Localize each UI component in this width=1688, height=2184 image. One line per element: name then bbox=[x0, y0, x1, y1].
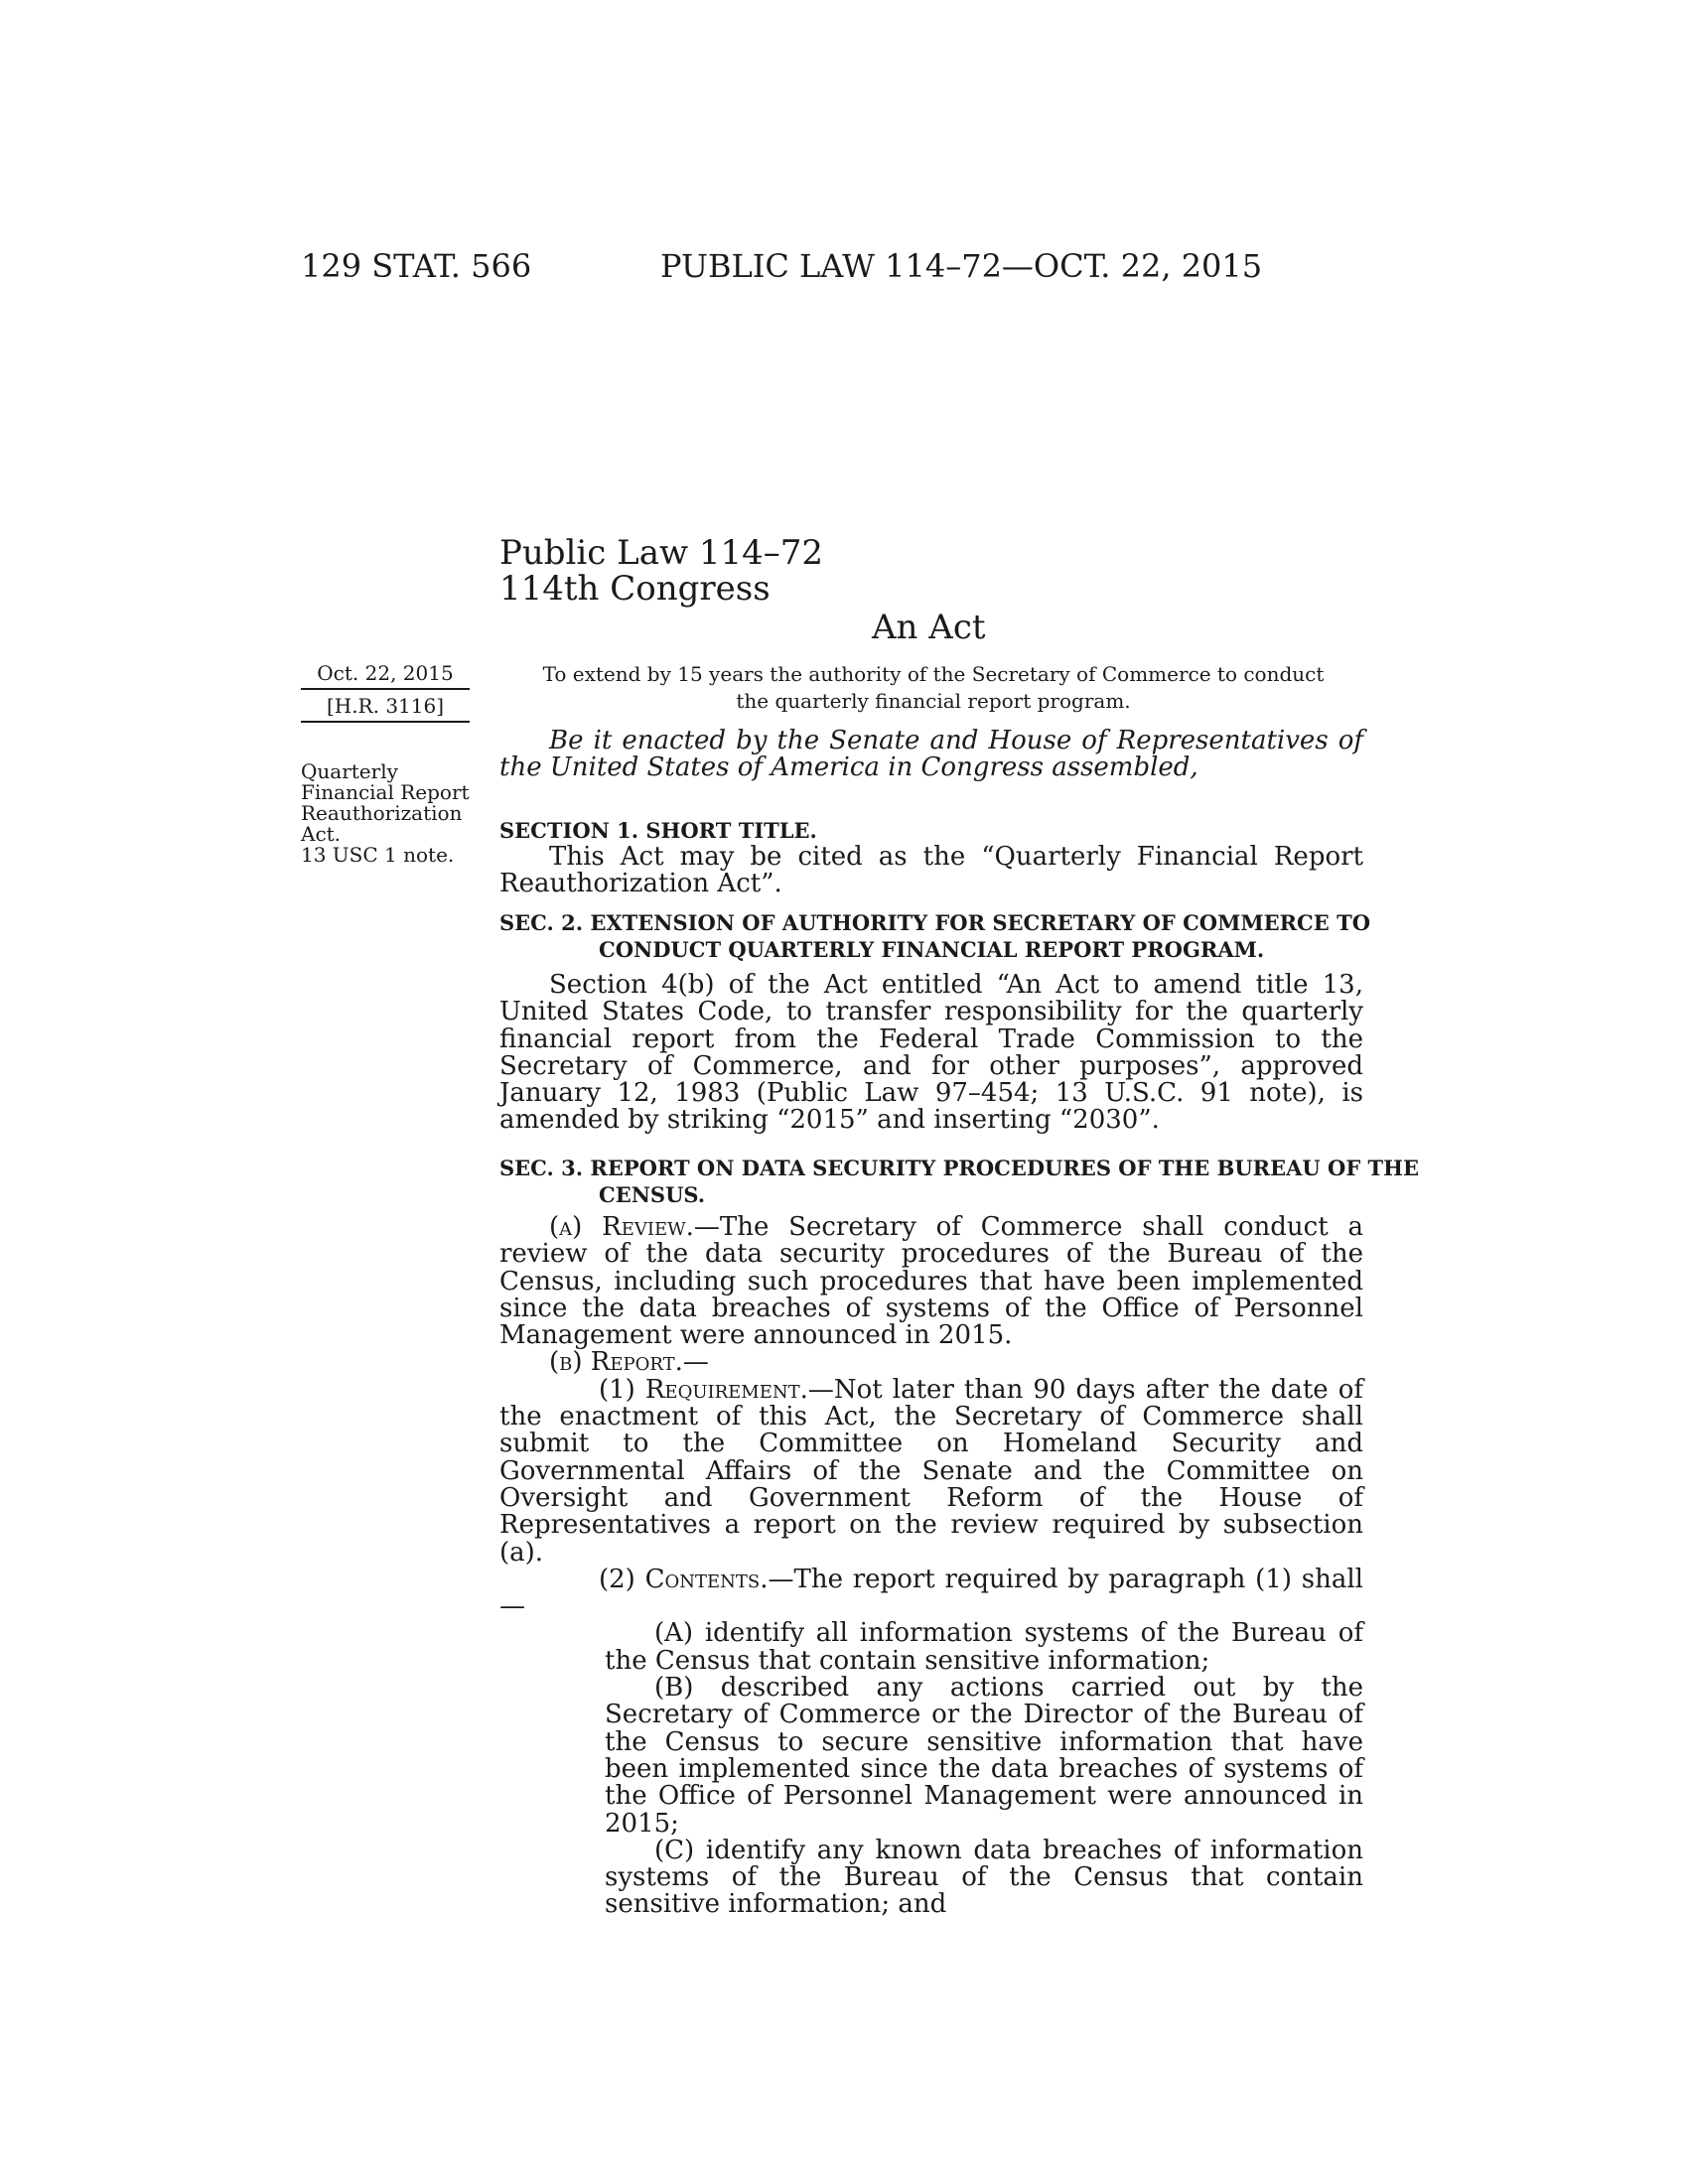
subparagraph-C: (C) identify any known data breaches of information systems of the Bureau of the Census that contain sensitive information; and bbox=[605, 1835, 1363, 1920]
section-2-body bbox=[499, 972, 1363, 1135]
margin-date: Oct. 22, 2015 bbox=[301, 660, 470, 690]
margin-note-line: Financial Report bbox=[301, 780, 470, 804]
subsection-a-text: —The Secretary of Commerce shall conduct a review of the data security procedures of the Bureau of the Census, including such procedures that have been implemented since the data breaches of systems of the Office of Personnel Management were announced in 2015. bbox=[499, 1212, 1363, 1351]
margin-date-bill-box bbox=[301, 660, 470, 723]
subsection-b bbox=[499, 1349, 1363, 1376]
subsection-b-label: (b) Report. bbox=[549, 1347, 683, 1378]
running-header: PUBLIC LAW 114–72—OCT. 22, 2015 bbox=[660, 247, 1263, 285]
subsection-a bbox=[499, 1214, 1363, 1349]
congress-number: 114th Congress bbox=[499, 569, 771, 609]
margin-note-line: Reauthorization bbox=[301, 801, 463, 825]
paragraph-b1-label: (1) Requirement. bbox=[599, 1374, 808, 1405]
page-stat-number: 129 STAT. 566 bbox=[301, 247, 532, 285]
section-1-text: This Act may be cited as the “Quarterly Financial Report Reauthorization Act”. bbox=[499, 842, 1363, 899]
paragraph-b1-text: —Not later than 90 days after the date of the enactment of this Act, the Secretary of Commerce shall submit to the Committee on Homeland Security and Governmental Affairs of the Senate and the Committee on Oversight and Government Reform of the House of Representatives a report on the review required by subsection (a). bbox=[499, 1374, 1363, 1568]
section-3-heading: SEC. 3. REPORT ON DATA SECURITY PROCEDURES OF THE BUREAU OF THE CENSUS. bbox=[499, 1156, 1420, 1207]
an-act-heading: An Act bbox=[872, 608, 986, 647]
paragraph-b1 bbox=[499, 1374, 1363, 1568]
paragraph-b2-label: (2) Contents. bbox=[599, 1564, 769, 1594]
paragraph-b2-text: —The report required by paragraph (1) shall— bbox=[499, 1564, 1363, 1622]
margin-note-line: Act. bbox=[301, 822, 342, 846]
subsection-b-dash: — bbox=[682, 1347, 709, 1378]
enacting-clause bbox=[499, 728, 1363, 782]
subparagraph-A: (A) identify all information systems of the Bureau of the Census that contain sensitive information; bbox=[605, 1618, 1363, 1676]
section-2-heading: SEC. 2. EXTENSION OF AUTHORITY FOR SECRETARY OF COMMERCE TO CONDUCT QUARTERLY FINANCIAL REPORT PROGRAM. bbox=[499, 910, 1370, 962]
subparagraph-B: (B) described any actions carried out by the Secretary of Commerce or the Director of the Bureau of the Census to secure sensitive information that have been implemented since the data breaches of systems of the Office of Personnel Management were announced in 2015; bbox=[605, 1673, 1363, 1839]
section-1-heading: SECTION 1. SHORT TITLE. bbox=[499, 818, 817, 843]
margin-notes bbox=[301, 761, 475, 866]
subsection-a-label: (a) Review. bbox=[549, 1212, 694, 1242]
enacting-clause-text: Be it enacted by the Senate and House of Representatives of the United States of America in Congress assembled, bbox=[499, 726, 1363, 783]
section-1-body bbox=[499, 844, 1363, 898]
section-3-body bbox=[499, 1214, 1363, 1919]
long-title: To extend by 15 years the authority of the Secretary of Commerce to conduct the quarterly financial report program. bbox=[542, 662, 1325, 713]
public-law-number: Public Law 114–72 bbox=[499, 533, 824, 573]
paragraph-b2 bbox=[499, 1564, 1363, 1622]
margin-note-line: 13 USC 1 note. bbox=[301, 843, 455, 867]
section-2-text: Section 4(b) of the Act entitled “An Act to amend title 13, United States Code, to transfer responsibility for the quarterly financial report from the Federal Trade Commission to the Secretary of Commerce, and for other purposes”, approved January 12, 1983 (Public Law 97–454; 13 U.S.C. 91 note), is amended by striking “2015” and inserting “2030”. bbox=[499, 970, 1363, 1136]
margin-bill-number: [H.R. 3116] bbox=[301, 690, 470, 723]
margin-note-line: Quarterly bbox=[301, 759, 398, 783]
